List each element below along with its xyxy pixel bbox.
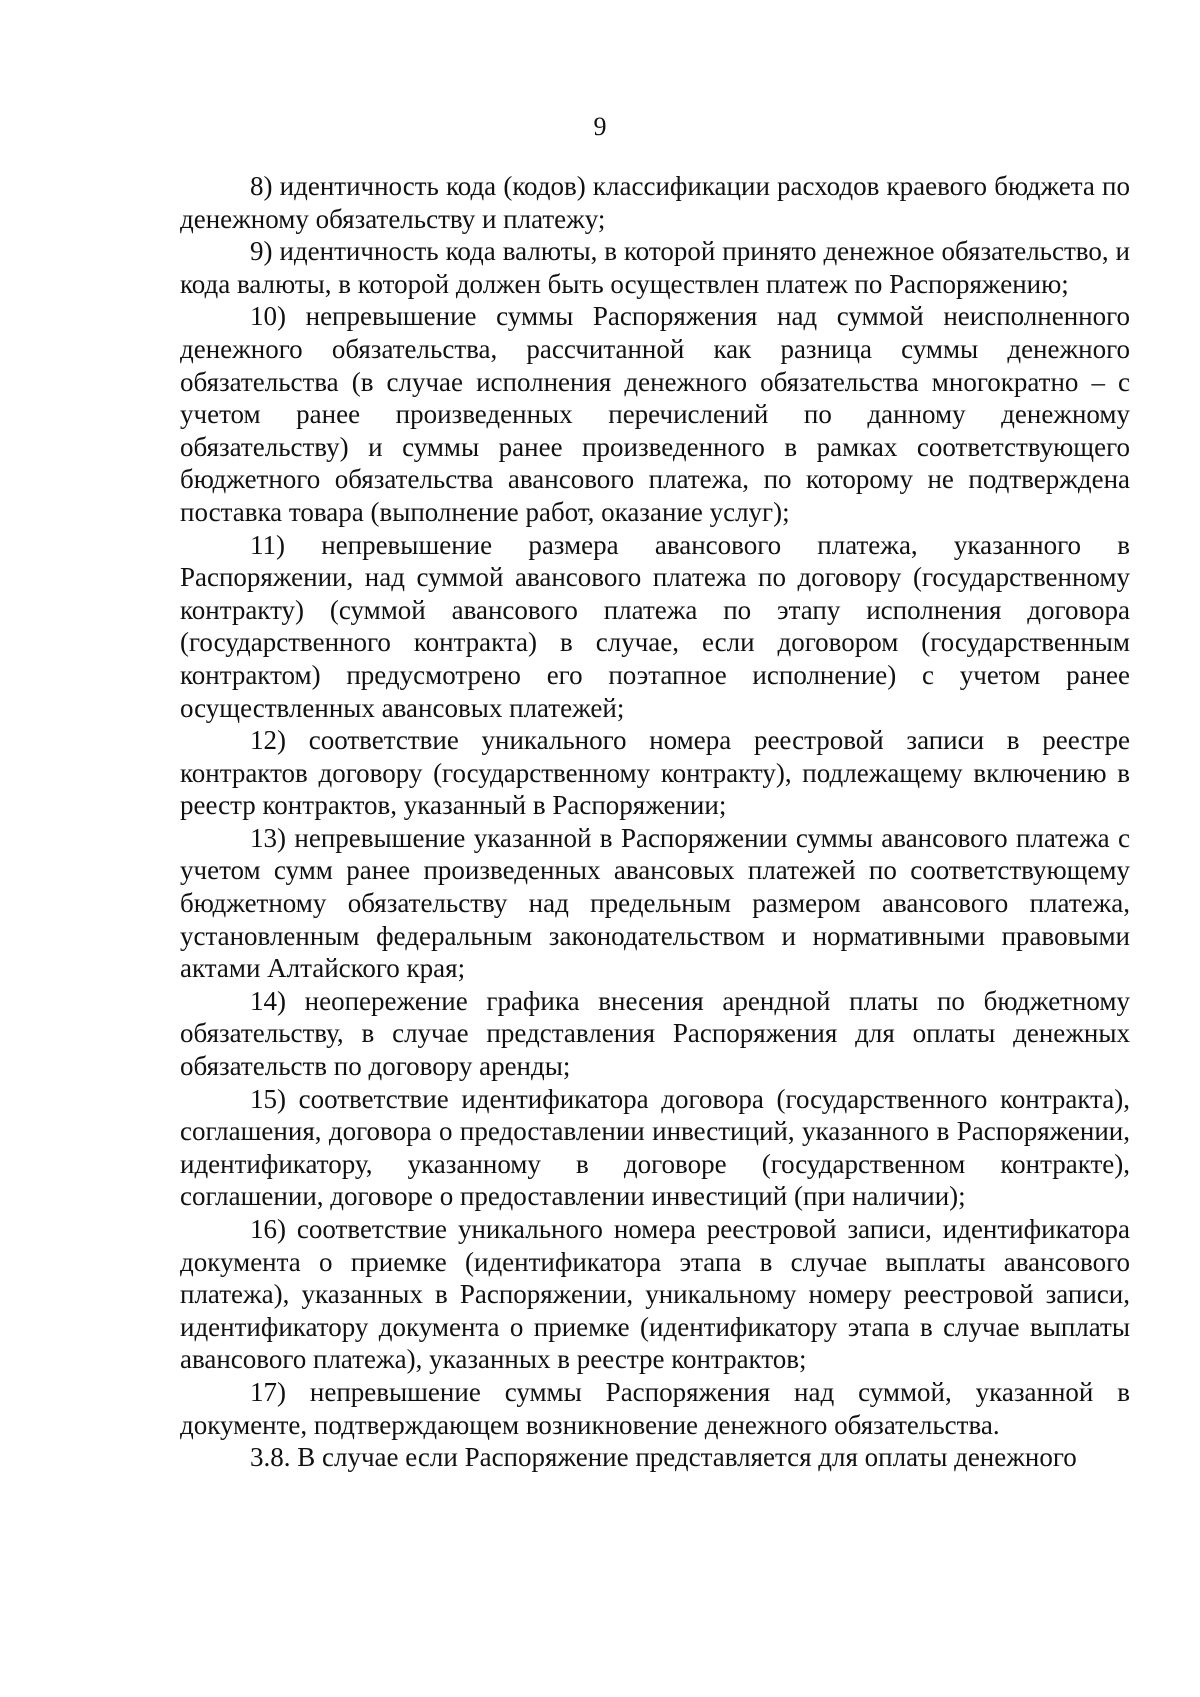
paragraph-item-16: 16) соответствие уникального номера реестровой записи, идентификатора документа о приемке (идентификатора этапа в случае выплаты авансового платежа), указанных в Распоряжении, уникальному номеру реестровой записи, идентификатору документа о приемке (идентификатору этапа в случае выплаты авансового платежа), указанных в реестре контрактов; — [180, 1214, 1130, 1375]
paragraph-item-14: 14) неопережение графика внесения арендной платы по бюджетному обязательству, в случае представления Распоряжения для оплаты денежных обязательств по договору аренды; — [180, 985, 1130, 1082]
page-number: 9 — [593, 112, 607, 141]
paragraph-item-8: 8) идентичность кода (кодов) классификации расходов краевого бюджета по денежному обязательству и платежу; — [180, 171, 1130, 234]
document-body — [180, 170, 1130, 1474]
paragraph-item-10: 10) непревышение суммы Распоряжения над суммой неисполненного денежного обязательства, рассчитанной как разница суммы денежного обязательства (в случае исполнения денежного обязательства многократно – с учетом ранее произведенных перечислений по данному денежному обязательству) и суммы ранее произведенного в рамках соответствующего бюджетного обязательства авансового платежа, по которому не подтверждена поставка товара (выполнение работ, оказание услуг); — [180, 301, 1130, 527]
paragraph-item-15: 15) соответствие идентификатора договора (государственного контракта), соглашения, договора о предоставлении инвестиций, указанного в Распоряжении, идентификатору, указанному в договоре (государственном контракте), соглашении, договоре о предоставлении инвестиций (при наличии); — [180, 1083, 1130, 1212]
paragraph-item-17: 17) непревышение суммы Распоряжения над суммой, указанной в документе, подтверждающем возникновение денежного обязательства. — [180, 1376, 1130, 1440]
paragraph-item-12: 12) соответствие уникального номера реестровой записи в реестре контрактов договору (государственному контракту), подлежащему включению в реестр контрактов, указанный в Распоряжении; — [180, 725, 1130, 821]
paragraph-section-3-8: 3.8. В случае если Распоряжение представляется для оплаты денежного — [250, 1442, 1077, 1473]
paragraph-item-9: 9) идентичность кода валюты, в которой принято денежное обязательство, и кода валюты, в которой должен быть осуществлен платеж по Распоряжению; — [180, 236, 1130, 299]
paragraph-item-11: 11) непревышение размера авансового платежа, указанного в Распоряжении, над суммой авансового платежа по договору (государственному контракту) (суммой авансового платежа по этапу исполнения договора (государственного контракта) в случае, если договором (государственным контрактом) предусмотрено его поэтапное исполнение) с учетом ранее осуществленных авансовых платежей; — [180, 529, 1130, 723]
paragraph-item-13: 13) непревышение указанной в Распоряжении суммы авансового платежа с учетом сумм ранее произведенных авансовых платежей по соответствующему бюджетному обязательству над предельным размером авансового платежа, установленным федеральным законодательством и нормативными правовыми актами Алтайского края; — [180, 822, 1130, 984]
